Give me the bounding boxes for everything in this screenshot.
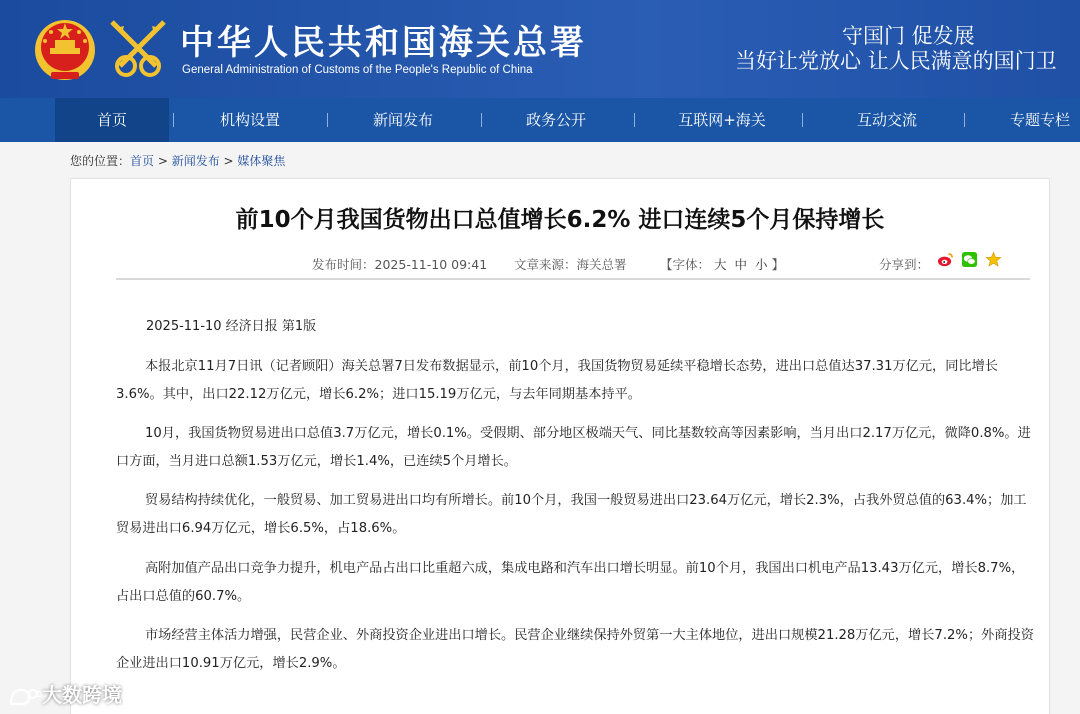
share-label: 分享到：: [879, 257, 930, 272]
wechat-icon[interactable]: [961, 251, 978, 268]
main-nav: [0, 98, 1080, 142]
slogan-line-1: 守国门 促发展: [842, 24, 975, 48]
customs-key-emblem-icon: [106, 16, 170, 82]
nav-separator: [802, 113, 803, 127]
national-emblem-icon: [33, 14, 97, 82]
nav-item-government-affairs[interactable]: 政务公开: [525, 111, 586, 129]
nav-separator: [634, 113, 635, 127]
nav-item-news[interactable]: 新闻发布: [372, 111, 433, 129]
watermark-text: 大数跨境: [42, 683, 122, 707]
breadcrumb-prefix: 您的位置：: [70, 154, 131, 168]
article-date-line: 2025-11-10 经济日报 第1版: [146, 319, 317, 334]
breadcrumb: [70, 152, 285, 169]
source-label: 文章来源：: [514, 257, 577, 272]
watermark-logo-icon: [8, 686, 42, 708]
nav-item-internet-customs[interactable]: 互联网+海关: [678, 111, 766, 129]
article-container: [70, 178, 1050, 714]
breadcrumb-news-link[interactable]: 新闻发布: [171, 154, 220, 168]
weibo-icon[interactable]: [937, 251, 954, 268]
nav-item-interaction[interactable]: 互动交流: [856, 111, 917, 129]
article-paragraph: 高附加值产品出口竞争力提升，机电产品占出口比重超六成，集成电路和汽车出口增长明显。前10个月，我国出口机电产品13.43万亿元，增长8.7%，占出口总值的60.7%。: [116, 561, 1025, 604]
slogan-line-2: 当好让党放心 让人民满意的国门卫: [735, 49, 1057, 73]
article-paragraph: 10月，我国货物贸易进出口总值3.7万亿元，增长0.1%。受假期、部分地区极端天气、同比基数较高等因素影响，当月出口2.17万亿元，微降0.8%。进口方面，当月进口总额1.53万亿元，增长1.4%，已连续5个月增长。: [116, 426, 1031, 469]
publish-info: [312, 255, 487, 273]
nav-item-special-topics[interactable]: 专题专栏: [1009, 111, 1070, 129]
font-large-button[interactable]: 大: [714, 257, 727, 272]
font-size-controls: [660, 255, 784, 273]
breadcrumb-separator: >: [219, 154, 238, 168]
article-title: 前10个月我国货物出口总值增长6.2% 进口连续5个月保持增长: [235, 207, 885, 233]
font-label-open: 【字体：: [660, 257, 711, 272]
breadcrumb-home-link[interactable]: 首页: [130, 154, 155, 168]
favorite-star-icon[interactable]: [985, 251, 1002, 268]
publish-label: 发布时间：: [312, 257, 375, 272]
site-header: [0, 0, 1080, 98]
font-label-close: 】: [771, 257, 785, 272]
font-medium-button[interactable]: 中: [734, 257, 748, 272]
nav-item-organization[interactable]: 机构设置: [219, 111, 280, 129]
watermark: [8, 679, 122, 708]
nav-separator: [173, 113, 174, 127]
font-small-button[interactable]: 小: [755, 257, 768, 272]
breadcrumb-separator: >: [154, 154, 172, 168]
nav-separator: [327, 113, 328, 127]
source-info: [514, 255, 627, 273]
breadcrumb-media-link[interactable]: 媒体聚焦: [237, 154, 286, 168]
source-value: 海关总署: [576, 257, 627, 272]
nav-separator: [964, 113, 965, 127]
site-title: 中华人民共和国海关总署: [180, 23, 587, 63]
article-paragraph: 本报北京11月7日讯（记者顾阳）海关总署7日发布数据显示，前10个月，我国货物贸易延续平稳增长态势，进出口总值达37.31万亿元，同比增长3.6%。其中，出口22.12万亿元，增长6.2%；进口15.19万亿元，与去年同期基本持平。: [116, 359, 998, 402]
nav-item-home[interactable]: 首页: [55, 98, 169, 142]
site-subtitle: General Administration of Customs of the People's Republic of China: [182, 64, 533, 76]
article-paragraph: 市场经营主体活力增强，民营企业、外商投资企业进出口增长。民营企业继续保持外贸第一大主体地位，进出口规模21.28万亿元，增长7.2%；外商投资企业进出口10.91万亿元，增长2.9%。: [116, 628, 1034, 671]
nav-separator: [481, 113, 482, 127]
publish-time: 2025-11-10 09:41: [374, 257, 488, 272]
article-paragraph: 贸易结构持续优化，一般贸易、加工贸易进出口均有所增长。前10个月，我国一般贸易进出口23.64万亿元，增长2.3%，占我外贸总值的63.4%；加工贸易进出口6.94万亿元，增长6.5%，占18.6%。: [116, 493, 1027, 536]
title-divider: [116, 278, 1030, 280]
